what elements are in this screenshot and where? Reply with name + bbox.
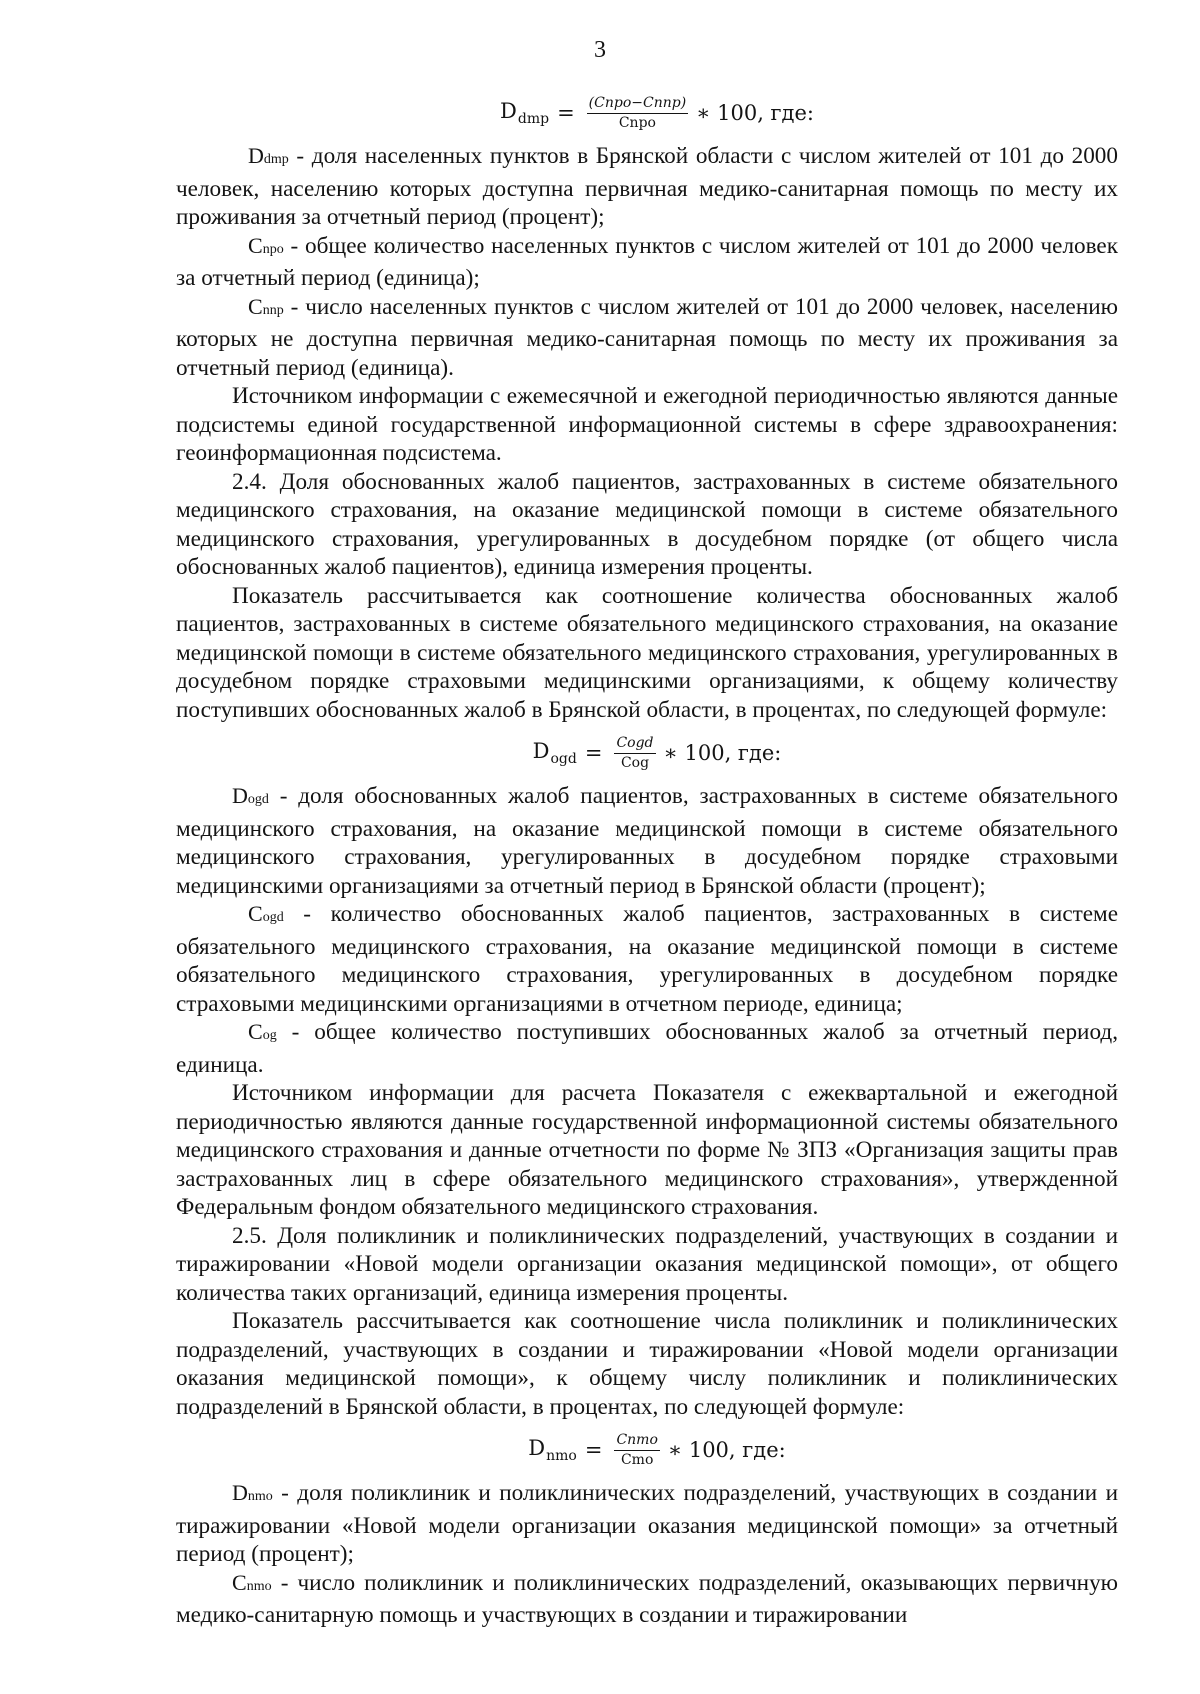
item-2-5-heading: 2.5. Доля поликлиник и поликлинических подразделений, участвующих в создании и тиражировании «Новой модели организации оказания медицинской помощи», от общего количества таких организаций, единица измерения проценты. [176, 1222, 1118, 1306]
formula-lhs: D ogd [532, 739, 577, 768]
item-2-4-heading: 2.4. Доля обоснованных жалоб пациентов, застрахованных в системе обязательного медицинского страхования, на оказание медицинской помощи в системе обязательного медицинского страхования, урегулированных в досудебном порядке (от общего числа обоснованных жалоб пациентов), единица измерения проценты. [176, 468, 1118, 580]
formula-ogd: D ogd = $\frac{\text{Cogd}}{\text{Cog}}$ ∗ 100, где: [532, 734, 782, 771]
formula-dmp: D dmp = $\frac{\text{(Cnpo−Cnnp)}}{\text{Cnpo}}$ ∗ 100, где: [500, 94, 814, 131]
definition-cnnp: Cnnp - число населенных пунктов с числом жителей от 101 до 2000 человек, населению которых не доступна первичная медико-санитарная помощь по месту их проживания за отчетный период (единица). [176, 293, 1118, 381]
definition-dogd: Dogd - доля обоснованных жалоб пациентов, застрахованных в системе обязательного медицинского страхования, на оказание медицинской помощи в системе обязательного медицинского страхования, урегулированных в досудебном порядке страховыми медицинскими организациями за отчетный период в Брянской области (процент); [176, 783, 1118, 899]
source-paragraph-2: Источником информации для расчета Показателя с ежеквартальной и ежегодной периодичностью являются данные государственной информационной системы обязательного медицинского страхования и данные отчетности по форме № ЗПЗ «Организация защиты прав застрахованных лиц в сфере обязательного медицинского страхования», утвержденной Федеральным фондом обязательного медицинского страхования. [176, 1080, 1118, 1220]
calc-2-5-paragraph: Показатель рассчитывается как соотношение числа поликлиник и поликлинических подразделений, участвующих в создании и тиражировании «Новой модели организации оказания медицинской помощи», к общему числу поликлиник и поликлинических подразделений в Брянской области, в процентах, по следующей формуле: [176, 1308, 1118, 1420]
formula-nmo: D nmo = $\frac{\text{Cnmo}}{\text{Cmo}}$ ∗ 100, где: [528, 1431, 786, 1468]
definition-dnmo: Dnmo - доля поликлиник и поликлинических подразделений, участвующих в создании и тиражировании «Новой модели организации оказания медицинской помощи» за отчетный период (процент); [176, 1480, 1118, 1567]
definition-cnmo: Cnmo - число поликлиник и поликлинических подразделений, оказывающих первичную медико-санитарную помощь и участвующих в создании и тиражировании [176, 1569, 1118, 1628]
formula-lhs: D dmp [500, 99, 550, 128]
source-paragraph-1: Источником информации с ежемесячной и ежегодной периодичностью являются данные подсистемы единой государственной информационной системы в сфере здравоохранения: геоинформационная подсистема. [176, 383, 1118, 466]
document-body [176, 84, 1118, 1630]
definition-dmp: Ddmp - доля населенных пунктов в Брянской области с числом жителей от 101 до 2000 человек, населению которых доступна первичная медико-санитарная помощь по месту их проживания за отчетный период (процент); [176, 143, 1118, 230]
calc-2-4-paragraph: Показатель рассчитывается как соотношение количества обоснованных жалоб пациентов, застрахованных в системе обязательного медицинского страхования, на оказание медицинской помощи в системе обязательного медицинского страхования, урегулированных в досудебном порядке страховыми медицинскими организациями, к общему количеству поступивших обоснованных жалоб в Брянской области, в процентах, по следующей формуле: [176, 582, 1118, 723]
formula-fraction: $\frac{\text{Cogd}}{\text{Cog}}$ [616, 734, 654, 771]
page-number: 3 [594, 37, 606, 63]
definition-cog: Cog - общее количество поступивших обоснованных жалоб за отчетный период, единица. [176, 1019, 1118, 1078]
definition-cogd: Cogd - количество обоснованных жалоб пациентов, застрахованных в системе обязательного медицинского страхования, на оказание медицинской помощи в системе обязательного медицинского страхования, урегулированных в досудебном порядке страховыми медицинскими организациями в отчетном периоде, единица; [176, 901, 1118, 1017]
formula-fraction: $\frac{\text{(Cnpo−Cnnp)}}{\text{Cnpo}}$ [588, 94, 687, 131]
formula-lhs: D nmo [528, 1436, 577, 1465]
formula-fraction: $\frac{\text{Cnmo}}{\text{Cmo}}$ [616, 1431, 658, 1468]
definition-cnpo: Cnpo - общее количество населенных пунктов с числом жителей от 101 до 2000 человек за отчетный период (единица); [176, 232, 1118, 291]
